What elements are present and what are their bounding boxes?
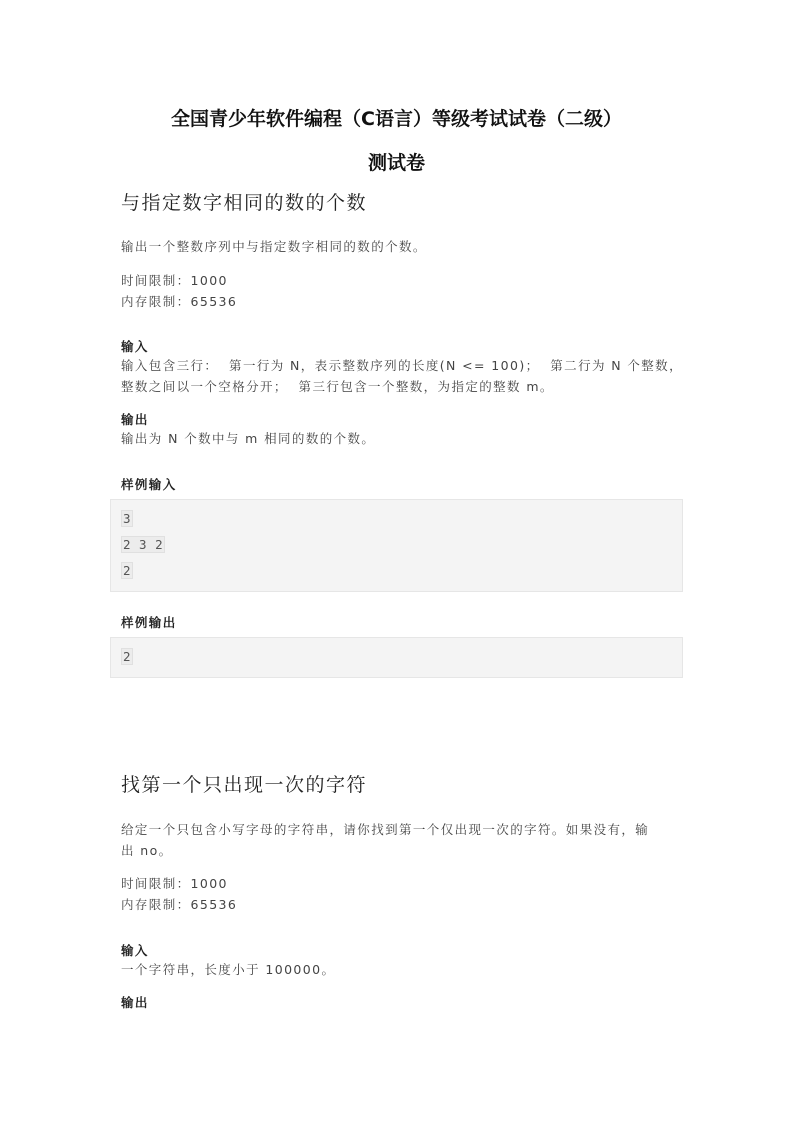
sample-input-line: 2 [123, 563, 132, 578]
page-subtitle: 测试卷 [367, 152, 425, 174]
problem1-input-label: 输入 [121, 339, 149, 354]
problem1-output-text: 输出为 N 个数中与 m 相同的数的个数。 [121, 431, 376, 446]
problem2-input-text: 一个字符串，长度小于 100000。 [121, 962, 336, 977]
problem2-input-label: 输入 [121, 943, 149, 958]
problem1-description: 输出一个整数序列中与指定数字相同的数的个数。 [121, 239, 427, 254]
problem1-output-label: 输出 [121, 412, 149, 427]
problem2-heading: 找第一个只出现一次的字符 [121, 774, 368, 796]
sample-input-line: 3 [123, 511, 132, 526]
problem1-input-line2: 整数之间以一个空格分开； 第三行包含一个整数，为指定的整数 m。 [121, 379, 554, 394]
problem2-output-label: 输出 [121, 995, 149, 1010]
problem1-sample-input-label: 样例输入 [121, 477, 177, 492]
problem1-memory-limit: 内存限制：65536 [121, 294, 238, 309]
problem1-sample-output-label: 样例输出 [121, 615, 177, 630]
sample-input-box [110, 499, 683, 592]
problem1-heading: 与指定数字相同的数的个数 [121, 192, 368, 214]
sample-output-box [110, 637, 683, 678]
problem2-description-line2: 出 no。 [121, 843, 173, 858]
problem2-description-line1: 给定一个只包含小写字母的字符串，请你找到第一个仅出现一次的字符。如果没有，输 [121, 822, 650, 837]
problem2-time-limit: 时间限制：1000 [121, 876, 228, 891]
problem1-input-line1: 输入包含三行： 第一行为 N，表示整数序列的长度(N <= 100)； 第二行为 N 个整数， [121, 358, 683, 373]
problem1-time-limit: 时间限制：1000 [121, 273, 228, 288]
sample-output-line: 2 [123, 649, 132, 664]
problem2-memory-limit: 内存限制：65536 [121, 897, 238, 912]
sample-input-line: 2 3 2 [123, 537, 164, 552]
page-title: 全国青少年软件编程（C语言）等级考试试卷（二级） [171, 108, 622, 130]
